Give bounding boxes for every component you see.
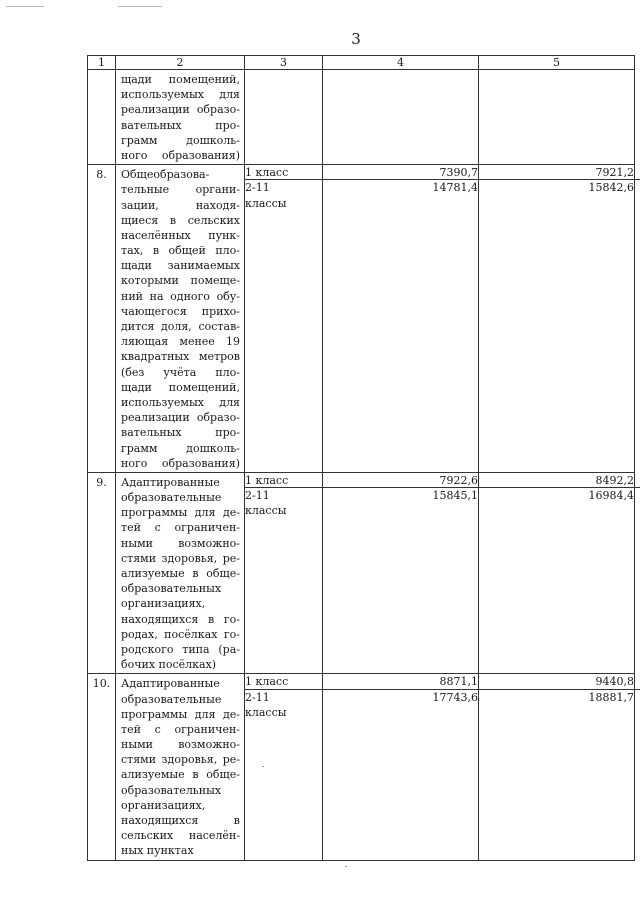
- value-cell: [323, 165, 479, 473]
- row-number-cell: 9.: [88, 472, 116, 673]
- data-table: [87, 55, 635, 861]
- value-2-11-class: 16984,4: [588, 489, 634, 503]
- description-line: бочих посёлках): [121, 658, 217, 672]
- class-label: 1 класс: [245, 473, 322, 488]
- description-line: родского типа (ра-: [121, 642, 240, 656]
- scan-speck: [262, 766, 264, 767]
- class-label: 2-11: [245, 489, 270, 503]
- scan-artifact: [6, 6, 44, 7]
- value-1-class: 9440,8: [479, 674, 640, 689]
- description-line: образовательные: [121, 491, 222, 505]
- description-line: ализуемые в обще-: [121, 567, 240, 580]
- description-line: Общеобразова-: [121, 168, 210, 182]
- column-header: 4: [323, 56, 479, 70]
- description-line: стями здоровья, ре-: [121, 551, 240, 565]
- description-line: дится доля, состав-: [121, 320, 240, 333]
- description-line: образовательные: [121, 692, 222, 706]
- description-line: программы для де-: [121, 707, 240, 721]
- column-header: 1: [88, 56, 116, 70]
- description-line: образовательных: [121, 582, 222, 596]
- description-line: грамм дошколь-: [121, 133, 240, 147]
- description-line: Адаптированные: [121, 677, 220, 691]
- column-header: 5: [479, 56, 635, 70]
- description-line: щади помещений,: [121, 73, 240, 86]
- table-row: [88, 674, 635, 860]
- description-line: зации, находя-: [121, 198, 240, 212]
- value-cell: [323, 70, 479, 165]
- description-line: щади занимаемых: [121, 259, 240, 273]
- description-line: щади помещений,: [121, 380, 240, 394]
- row-number-cell: [88, 70, 116, 165]
- class-label: 1 класс: [245, 165, 322, 180]
- description-line: используемых для: [121, 88, 240, 102]
- column-header: 2: [116, 56, 245, 70]
- class-label: 1 класс: [245, 674, 322, 689]
- value-1-class: 7922,6: [323, 473, 533, 488]
- description-line: родах, посёлках го-: [121, 627, 240, 641]
- value-2-11-class: 18881,7: [588, 690, 634, 704]
- description-cell: [116, 165, 245, 473]
- description-line: используемых для: [121, 395, 240, 409]
- description-line: вательных про-: [121, 118, 240, 132]
- table-row: [88, 165, 635, 473]
- value-1-class: 7921,2: [479, 165, 640, 180]
- description-line: образовательных: [121, 783, 222, 797]
- class-cell: [245, 70, 323, 165]
- description-line: реализации образо-: [121, 103, 240, 117]
- table-row: [88, 472, 635, 673]
- description-line: вательных про-: [121, 426, 240, 440]
- class-label: классы: [245, 196, 287, 210]
- description-line: ного образования): [121, 148, 240, 162]
- description-line: организациях,: [121, 597, 206, 611]
- description-cell: [116, 70, 245, 165]
- description-line: тей с ограничен-: [121, 521, 240, 535]
- value-1-class: 7390,7: [323, 165, 533, 180]
- description-line: ализуемые в обще-: [121, 768, 240, 782]
- class-label: классы: [245, 705, 287, 719]
- value-1-class: 8492,2: [479, 473, 640, 488]
- value-cell: [479, 674, 635, 860]
- description-cell: [116, 472, 245, 673]
- class-cell: [245, 165, 323, 473]
- description-line: квадратных метров: [121, 350, 240, 364]
- description-line: Адаптированные: [121, 475, 220, 489]
- column-header: 3: [245, 56, 323, 70]
- value-2-11-class: 15845,1: [432, 489, 478, 503]
- table-row: [88, 70, 635, 165]
- description-line: реализации образо-: [121, 411, 240, 425]
- description-line: находящихся в го-: [121, 612, 240, 626]
- row-number-cell: 8.: [88, 165, 116, 473]
- description-line: тах, в общей пло-: [121, 244, 240, 258]
- value-cell: [323, 674, 479, 860]
- description-line: (без учёта пло-: [121, 365, 240, 379]
- row-number-cell: 10.: [88, 674, 116, 860]
- description-line: ний на одного обу-: [121, 289, 240, 303]
- class-cell: [245, 674, 323, 860]
- description-line: грамм дошколь-: [121, 441, 240, 455]
- description-line: ных пунктах: [121, 844, 194, 858]
- description-line: стями здоровья, ре-: [121, 753, 240, 767]
- value-2-11-class: 14781,4: [432, 181, 478, 195]
- description-line: организациях,: [121, 798, 206, 812]
- page-number: 3: [351, 30, 361, 48]
- class-label: 2-11: [245, 181, 270, 195]
- description-line: чающегося прихо-: [121, 304, 240, 318]
- description-line: тельные органи-: [121, 183, 240, 197]
- description-line: ного образования): [121, 456, 240, 470]
- table-header-row: [88, 56, 635, 70]
- value-2-11-class: 17743,6: [432, 690, 478, 704]
- scan-artifact: [118, 6, 162, 7]
- value-cell: [323, 472, 479, 673]
- description-line: находящихся в: [121, 814, 240, 827]
- scan-speck: [345, 866, 347, 867]
- class-label: 2-11: [245, 690, 270, 704]
- description-line: щиеся в сельских: [121, 213, 240, 227]
- class-cell: [245, 472, 323, 673]
- value-2-11-class: 15842,6: [588, 181, 634, 195]
- value-cell: [479, 70, 635, 165]
- description-line: ными возможно-: [121, 536, 240, 550]
- value-cell: [479, 165, 635, 473]
- description-line: программы для де-: [121, 506, 240, 520]
- description-line: сельских населён-: [121, 829, 240, 843]
- value-1-class: 8871,1: [323, 674, 533, 689]
- value-cell: [479, 472, 635, 673]
- description-line: населённых пунк-: [121, 228, 240, 242]
- description-line: тей с ограничен-: [121, 722, 240, 736]
- class-label: классы: [245, 504, 287, 518]
- description-line: ными возможно-: [121, 738, 240, 752]
- description-line: ляющая менее 19: [121, 335, 240, 349]
- description-line: которыми помеще-: [121, 274, 240, 288]
- description-cell: [116, 674, 245, 860]
